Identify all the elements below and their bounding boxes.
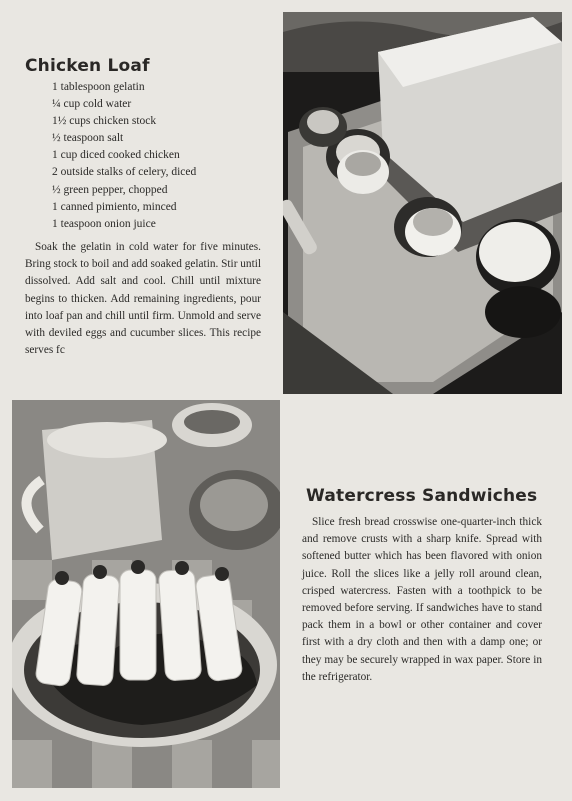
watercress-sandwiches-method: Slice fresh bread crosswise one-quarter-inch thick and remove crusts with a sharp knife. Spread with softened butter which has been flavored with onion juice. Roll the slices like a jelly roll around clean, crisped watercress. Fasten with a toothpick to be removed before serving. If sandwiches have to stand pack them in a bowl or other container and cover first with a dry cloth and then with a damp one; or they may be securely wrapped in wax paper. Store in the refrigerator. (302, 516, 542, 683)
chicken-loaf-ingredients (52, 79, 277, 233)
chicken-loaf-photo (283, 12, 562, 394)
ingredient-item: 1 cup diced cooked chicken (52, 149, 180, 162)
watercress-sandwiches-photo (12, 400, 280, 788)
ingredient-item: 1 tablespoon gelatin (52, 81, 145, 93)
ingredient-item: 2 outside stalks of celery, diced (52, 166, 197, 179)
ingredient-item: 1½ cups chicken stock (52, 115, 157, 128)
ingredient-item: 1 canned pimiento, minced (52, 200, 177, 213)
chicken-loaf-title: Chicken Loaf (25, 56, 150, 76)
ingredient-item: ½ teaspoon salt (52, 132, 124, 145)
ingredient-item: ¼ cup cold water (52, 98, 132, 111)
chicken-loaf-method: Soak the gelatin in cold water for five minutes. Bring stock to boil and add soaked gelatin. Stir until dissolved. Add salt and cool. Chill until mixture begins to thicken. Add remaining ingredients, pour into loaf pan and chill until firm. Unmold and serve with deviled eggs and cucumber slices. This recipe serves fc (25, 241, 261, 357)
ingredient-item: ½ green pepper, chopped (52, 183, 168, 196)
watercress-sandwiches-title: Watercress Sandwiches (306, 486, 538, 506)
ingredient-item: 1 teaspoon onion juice (52, 217, 156, 230)
